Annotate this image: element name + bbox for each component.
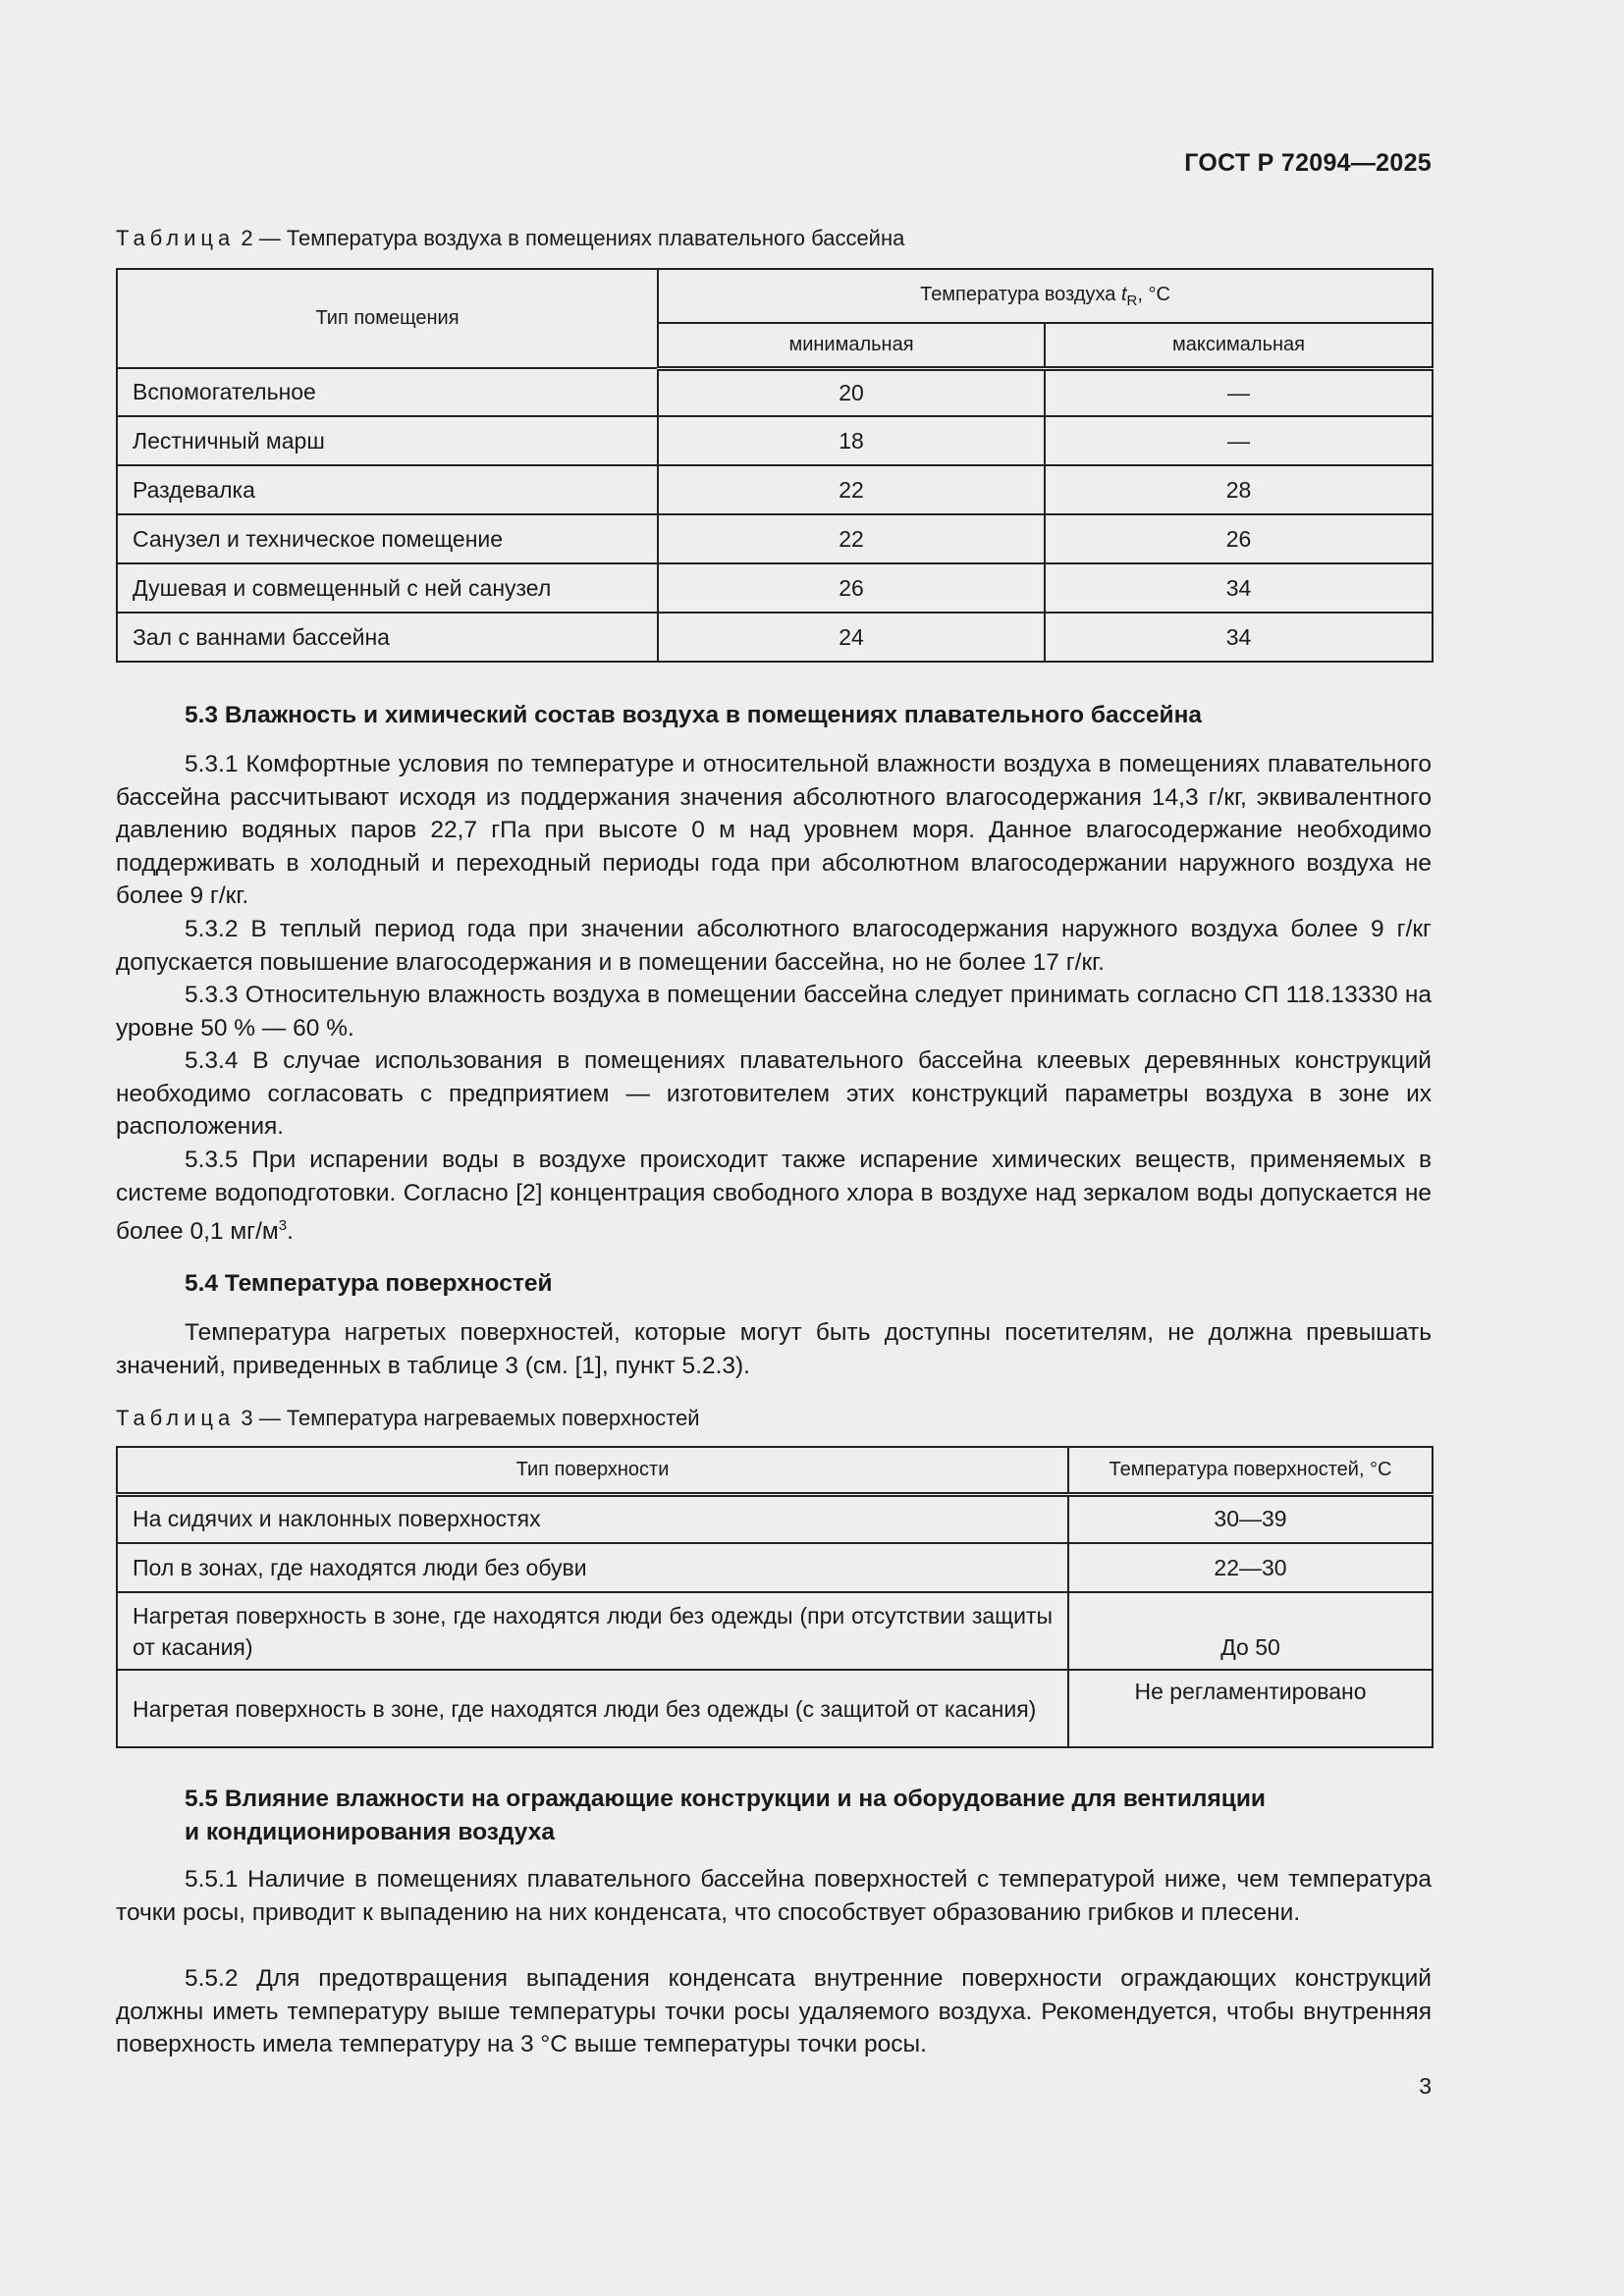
paragraph-5-3-3: 5.3.3 Относительную влажность воздуха в помещении бассейна следует принимать согласно СП 118.13330 на уровне 50 % — 60 %. [116,982,1432,1041]
table2-header-min: минимальная [658,323,1045,368]
table-surface-temperature [116,1446,1434,1748]
section-5-3-heading: 5.3 Влажность и химический состав воздуха в помещениях плавательного бассейна [185,702,1202,728]
table-row [117,1543,1433,1592]
max-temp-cell: — [1045,416,1433,465]
table2-caption [116,226,904,251]
surface-temp-cell: 30—39 [1068,1494,1433,1543]
table3-header-temperature: Температура поверхностей, °С [1068,1447,1433,1494]
table2-header-temperature: Температура воздуха $t_R$, °С [658,269,1433,323]
table-row [117,465,1433,514]
table-row [117,416,1433,465]
room-cell: Раздевалка [117,465,658,514]
room-cell: Зал с ваннами бассейна [117,613,658,662]
max-temp-cell: 26 [1045,514,1433,563]
table2-caption-title: 2 — Температура воздуха в помещениях плавательного бассейна [235,226,905,250]
paragraph-5-5-2: 5.5.2 Для предотвращения выпадения конденсата внутренние поверхности ограждающих конструкций должны иметь температуру выше температуры точки росы удаляемого воздуха. Рекомендуется, чтобы внутренняя поверхность имела температуру на 3 °С выше температуры точки росы. [116,1965,1432,2058]
paragraph-5-3-2: 5.3.2 В теплый период года при значении абсолютного влагосодержания наружного воздуха более 9 г/кг допускается повышение влагосодержания и в помещении бассейна, но не более 17 г/кг. [116,916,1432,976]
table2-header-max: максимальная [1045,323,1433,368]
room-cell: Санузел и техническое помещение [117,514,658,563]
surface-cell: Нагретая поверхность в зоне, где находятся люди без одежды (при отсутствии защиты от касания) [117,1592,1068,1670]
section-5-5-heading: 5.5 Влияние влажности на ограждающие конструкции и на оборудование для вентиляции и кондиционирования воздуха [185,1786,1266,1845]
section-5-4-heading: 5.4 Температура поверхностей [185,1270,553,1297]
surface-temp-cell: Не регламентировано [1068,1670,1433,1747]
min-temp-cell: 24 [658,613,1045,662]
room-cell: Лестничный марш [117,416,658,465]
table-row [117,1592,1433,1670]
table2-caption-word: Таблица [116,226,236,250]
table-row [117,1670,1433,1747]
document-code: ГОСТ Р 72094—2025 [1184,149,1432,177]
min-temp-cell: 26 [658,563,1045,613]
table3-caption [116,1406,700,1431]
table2-header-room: Тип помещения [117,269,658,368]
table-row [117,1494,1433,1543]
paragraph-5-5-1: 5.5.1 Наличие в помещениях плавательного бассейна поверхностей с температурой ниже, чем температура точки росы, приводит к выпадению на них конденсата, что способствует образованию грибков и плесени. [116,1866,1432,1926]
table-air-temperature [116,268,1434,663]
surface-cell: Нагретая поверхность в зоне, где находятся люди без одежды (с защитой от касания) [117,1670,1068,1747]
max-temp-cell: 34 [1045,563,1433,613]
surface-temp-cell: До 50 [1068,1592,1433,1670]
surface-temp-cell: 22—30 [1068,1543,1433,1592]
min-temp-cell: 20 [658,368,1045,416]
min-temp-cell: 22 [658,465,1045,514]
min-temp-cell: 22 [658,514,1045,563]
page-number: 3 [1419,2073,1432,2099]
surface-cell: Пол в зонах, где находятся люди без обуви [117,1543,1068,1592]
table-row [117,514,1433,563]
table-row [117,613,1433,662]
table3-caption-title: 3 — Температура нагреваемых поверхностей [235,1406,700,1430]
room-cell: Душевая и совмещенный с ней санузел [117,563,658,613]
paragraph-5-3-4: 5.3.4 В случае использования в помещениях плавательного бассейна клеевых деревянных конструкций необходимо согласовать с предприятием — изготовителем этих конструкций параметры воздуха в зоне их расположения. [116,1047,1432,1141]
table3-caption-word: Таблица [116,1406,236,1430]
table-row [117,368,1433,416]
max-temp-cell: — [1045,368,1433,416]
paragraph-5-4: Температура нагретых поверхностей, которые могут быть доступны посетителям, не должна превышать значений, приведенных в таблице 3 (см. [1], пункт 5.2.3). [116,1319,1432,1379]
min-temp-cell: 18 [658,416,1045,465]
surface-cell: На сидячих и наклонных поверхностях [117,1494,1068,1543]
table3-header-surface: Тип поверхности [117,1447,1068,1494]
paragraph-5-3-1: 5.3.1 Комфортные условия по температуре и относительной влажности воздуха в помещениях плавательного бассейна рассчитывают исходя из поддержания значения абсолютного влагосодержания 14,3 г/кг, эквивалентного давлению водяных паров 22,7 гПа при высоте 0 м над уровнем моря. Данное влагосодержание необходимо поддерживать в холодный и переходный периоды года при абсолютном влагосодержании наружного воздуха не более 9 г/кг. [116,751,1432,910]
max-temp-cell: 34 [1045,613,1433,662]
paragraph-5-3-5: 5.3.5 При испарении воды в воздухе происходит также испарение химических веществ, применяемых в системе водоподготовки. Согласно [2] концентрация свободного хлора в воздухе над зеркалом воды допускается не более 0,1 $мг/м^3$. [116,1147,1432,1246]
table-row [117,563,1433,613]
room-cell: Вспомогательное [117,368,658,416]
max-temp-cell: 28 [1045,465,1433,514]
